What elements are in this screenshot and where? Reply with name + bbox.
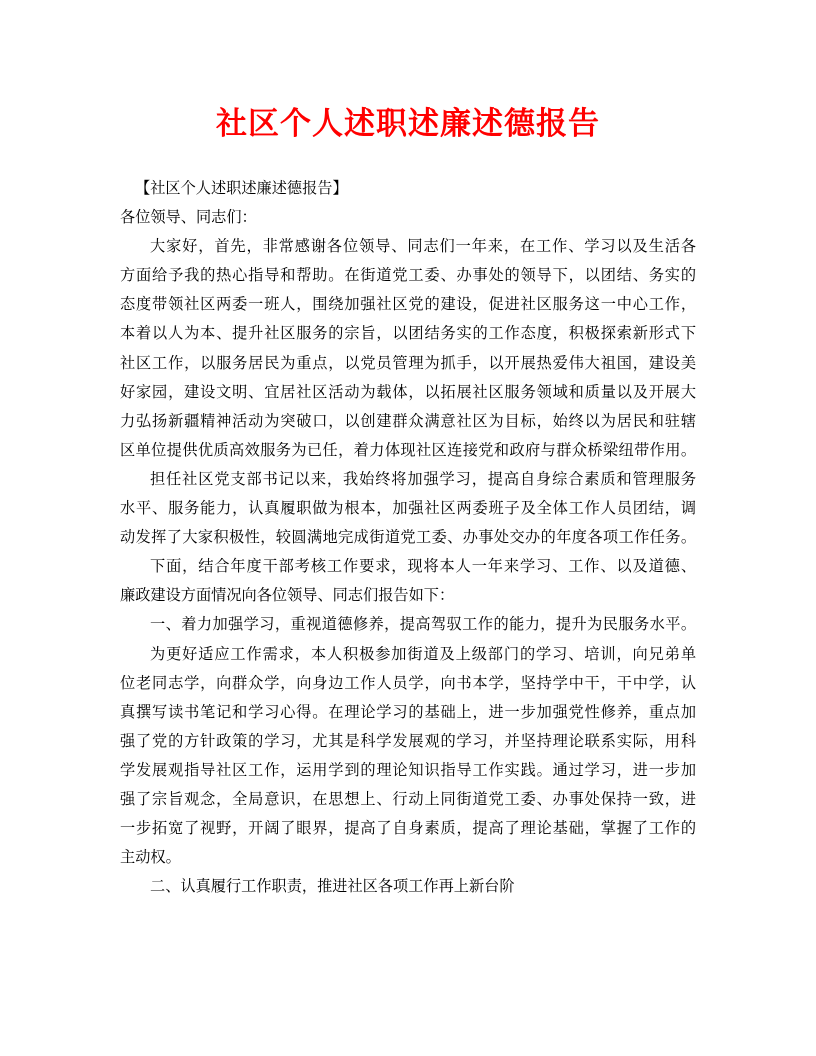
paragraph-line: 本着以人为本、提升社区服务的宗旨，以团结务实的工作态度，积极探索新形式下 <box>120 324 696 343</box>
section-heading <box>120 872 696 901</box>
section-heading-line: 一、着力加强学习，重视道德修养，提高驾驭工作的能力，提升为民服务水平。 <box>150 615 696 634</box>
paragraph-line: 为更好适应工作需求，本人积极参加街道及上级部门的学习、培训，向兄弟单 <box>150 644 696 663</box>
document-subtitle <box>120 174 696 203</box>
paragraph-line: 廉政建设方面情况向各位领导、同志们报告如下： <box>120 586 455 605</box>
paragraph-line: 方面给予我的热心指导和帮助。在街道党工委、办事处的领导下，以团结、务实的 <box>120 266 696 285</box>
paragraph <box>120 640 696 873</box>
paragraph-line: 力弘扬新疆精神活动为突破口，以创建群众满意社区为目标，始终以为居民和驻辖 <box>120 411 696 430</box>
paragraph-line: 学发展观指导社区工作，运用学到的理论知识指导工作实践。通过学习，进一步加 <box>120 760 696 779</box>
paragraph-line: 担任社区党支部书记以来，我始终将加强学习，提高自身综合素质和管理服务 <box>150 469 696 488</box>
section-heading <box>120 610 696 639</box>
paragraph-line: 动发挥了大家积极性，较圆满地完成街道党工委、办事处交办的年度各项工作任务。 <box>120 528 696 547</box>
paragraph-line: 位老同志学，向群众学，向身边工作人员学，向书本学，坚持学中干，干中学，认 <box>120 673 696 692</box>
paragraph-line: 态度带领社区两委一班人，围绕加强社区党的建设，促进社区服务这一中心工作， <box>120 295 696 314</box>
paragraph-line: 水平、服务能力，认真履职做为根本，加强社区两委班子及全体工作人员团结，调 <box>120 499 696 518</box>
document-title: 社区个人述职述廉述德报告 <box>216 106 600 142</box>
paragraph <box>120 465 696 552</box>
paragraph-line: 真撰写读书笔记和学习心得。在理论学习的基础上，进一步加强党性修养，重点加 <box>120 702 696 721</box>
salutation <box>120 203 696 232</box>
paragraph-line: 区单位提供优质高效服务为已任，着力体现社区连接党和政府与群众桥梁纽带作用。 <box>120 440 696 459</box>
paragraph-line: 社区工作，以服务居民为重点，以党员管理为抓手，以开展热爱伟大祖国，建设美 <box>120 353 696 372</box>
paragraph-line: 好家园，建设文明、宜居社区活动为载体，以拓展社区服务领域和质量以及开展大 <box>120 382 696 401</box>
paragraph-line: 强了党的方针政策的学习，尤其是科学发展观的学习，并坚持理论联系实际，用科 <box>120 731 696 750</box>
paragraph <box>120 552 696 610</box>
paragraph <box>120 232 696 465</box>
subtitle-line: 【社区个人述职述廉述德报告】 <box>135 179 348 197</box>
paragraph-line: 强了宗旨观念，全局意识，在思想上、行动上同街道党工委、办事处保持一致，进 <box>120 789 696 808</box>
section-heading-line: 二、认真履行工作职责，推进社区各项工作再上新台阶 <box>150 877 515 896</box>
paragraph-line: 下面，结合年度干部考核工作要求，现将本人一年来学习、工作、以及道德、 <box>150 557 696 576</box>
paragraph-line: 大家好，首先，非常感谢各位领导、同志们一年来，在工作、学习以及生活各 <box>150 237 696 256</box>
salutation-line: 各位领导、同志们： <box>120 208 257 227</box>
document-body <box>120 174 696 901</box>
paragraph-line: 一步拓宽了视野，开阔了眼界，提高了自身素质，提高了理论基础，掌握了工作的 <box>120 819 696 838</box>
paragraph-line: 主动权。 <box>120 848 181 867</box>
